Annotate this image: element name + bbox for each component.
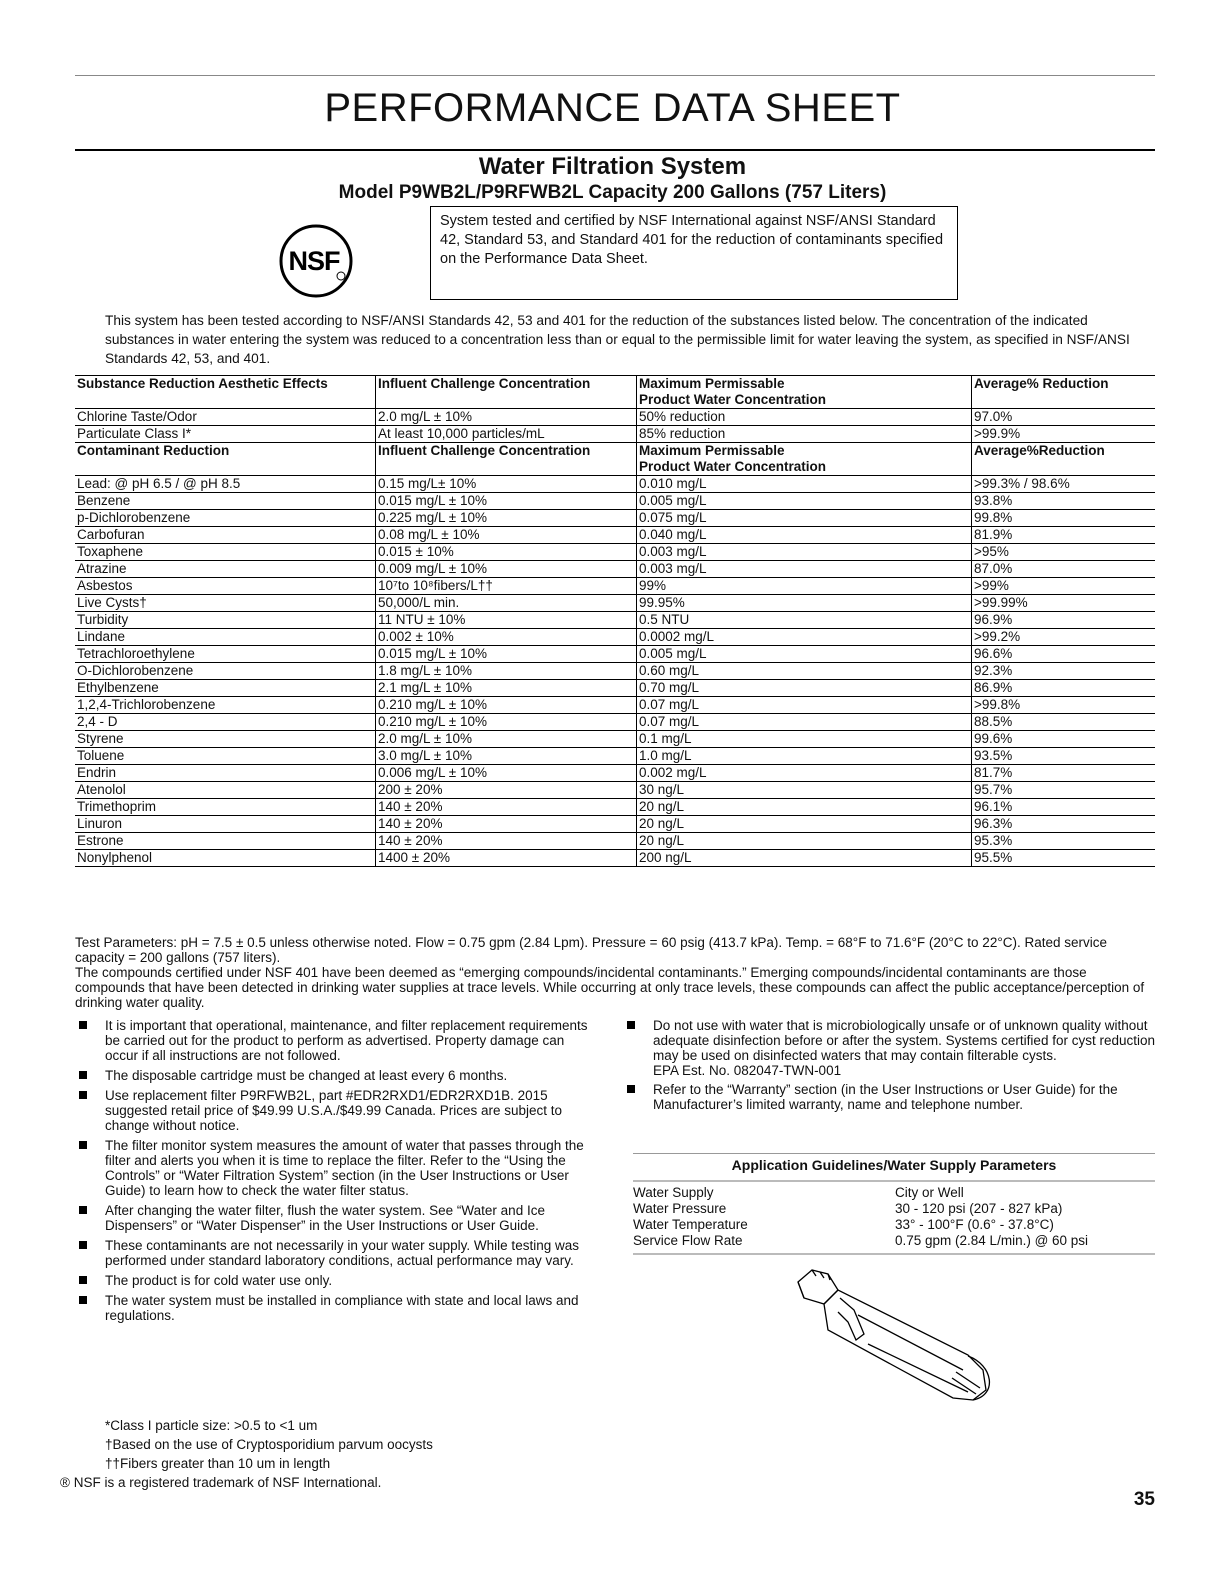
table-cell: 50,000/L min.	[376, 595, 637, 612]
app-row	[633, 1201, 1155, 1217]
subtitle: Water Filtration System	[478, 153, 747, 180]
table-header-row	[75, 443, 1155, 476]
bullet-text: Do not use with water that is microbiologically unsafe or of unknown quality without adequate disinfection before or after the system. Systems certified for cyst reduction may be used on disinfected waters that may contain filterable cysts.	[653, 1018, 1155, 1063]
table-row	[75, 409, 1155, 426]
bullet-text: It is important that operational, maintenance, and filter replacement requirements be carried out for the product to perform as advertised. Property damage can occur if all instructions are not followed.	[105, 1018, 588, 1063]
table-cell: Particulate Class I*	[75, 426, 376, 443]
bullet-text: The filter monitor system measures the amount of water that passes through the filter and alerts you when it is time to replace the filter. Refer to the “Using the Controls” or “Water Filtration System” section (in the User Instructions or User Guide) to learn how to check the water filter status.	[105, 1138, 584, 1198]
bullet-item	[75, 1293, 595, 1323]
footnote: *Class I particle size: >0.5 to <1 um	[105, 1418, 318, 1433]
table-row	[75, 493, 1155, 510]
table-cell: Styrene	[75, 731, 376, 748]
table-cell: 20 ng/L	[637, 799, 972, 816]
table-cell: 96.1%	[972, 799, 1156, 816]
svg-text:NSF: NSF	[288, 246, 340, 276]
table-cell: Toxaphene	[75, 544, 376, 561]
test-parameters	[75, 935, 1155, 1010]
table-cell: 0.07 mg/L	[637, 714, 972, 731]
table-cell: 3.0 mg/L ± 10%	[376, 748, 637, 765]
bullet-icon	[79, 1206, 87, 1214]
page-number: 35	[1133, 1489, 1155, 1510]
table-cell: p-Dichlorobenzene	[75, 510, 376, 527]
table-cell: Tetrachloroethylene	[75, 646, 376, 663]
table-cell: Toluene	[75, 748, 376, 765]
table-cell: Endrin	[75, 765, 376, 782]
bullet-icon	[627, 1021, 635, 1029]
table-row	[75, 680, 1155, 697]
app-guidelines-table	[633, 1185, 1155, 1249]
table-row	[75, 578, 1155, 595]
table-cell: 140 ± 20%	[376, 816, 637, 833]
table-cell: 86.9%	[972, 680, 1156, 697]
table-cell: 0.5 NTU	[637, 612, 972, 629]
table-cell: 0.210 mg/L ± 10%	[376, 697, 637, 714]
app-row	[633, 1217, 1155, 1233]
table-cell: 88.5%	[972, 714, 1156, 731]
bullets-right	[623, 1018, 1155, 1117]
bullet-text: Refer to the “Warranty” section (in the User Instructions or User Guide) for the Manufacturer’s limited warranty, name and telephone number.	[653, 1082, 1118, 1112]
bullet-item	[75, 1203, 595, 1233]
app-param-label: Water Pressure	[633, 1201, 727, 1216]
table-cell: Chlorine Taste/Odor	[75, 409, 376, 426]
app-row	[633, 1233, 1155, 1249]
table-cell: 99.95%	[637, 595, 972, 612]
model-line: Model P9WB2L/P9RFWB2L Capacity 200 Gallons (757 Liters)	[338, 182, 887, 203]
table-cell: 93.8%	[972, 493, 1156, 510]
bullet-item	[623, 1082, 1155, 1112]
table-cell: 140 ± 20%	[376, 799, 637, 816]
table-cell: 0.040 mg/L	[637, 527, 972, 544]
table-cell: 0.002 mg/L	[637, 765, 972, 782]
table-cell: Asbestos	[75, 578, 376, 595]
table-row	[75, 561, 1155, 578]
table-cell: 0.010 mg/L	[637, 476, 972, 493]
table-cell: 96.9%	[972, 612, 1156, 629]
table-cell: Atrazine	[75, 561, 376, 578]
table-cell: 0.15 mg/L± 10%	[376, 476, 637, 493]
bullet-icon	[79, 1241, 87, 1249]
bullet-text: Use replacement filter P9RFWB2L, part #EDR2RXD1/EDR2RXD1B. 2015 suggested retail price of $49.99 U.S.A./$49.99 Canada. Prices are subject to change without notice.	[105, 1088, 563, 1133]
table-cell: Contaminant Reduction	[75, 443, 376, 476]
table-header-row	[75, 376, 1155, 409]
app-rule-mid	[633, 1180, 1155, 1182]
table-row	[75, 629, 1155, 646]
table-cell: 0.002 ± 10%	[376, 629, 637, 646]
table-cell: 92.3%	[972, 663, 1156, 680]
table-cell: 0.015 mg/L ± 10%	[376, 493, 637, 510]
table-cell: Trimethoprim	[75, 799, 376, 816]
app-rule-bottom	[633, 1253, 1155, 1255]
table-cell: 87.0%	[972, 561, 1156, 578]
table-row	[75, 646, 1155, 663]
app-rule-top	[633, 1153, 1155, 1154]
table-cell: Average% Reduction	[972, 376, 1156, 409]
table-cell: 0.005 mg/L	[637, 646, 972, 663]
app-param-value: 0.75 gpm (2.84 L/min.) @ 60 psi	[895, 1233, 1089, 1248]
footnotes	[60, 1416, 433, 1492]
table-cell: Influent Challenge Concentration	[376, 376, 637, 409]
table-cell: 81.9%	[972, 527, 1156, 544]
bullet-icon	[79, 1141, 87, 1149]
bullet-icon	[79, 1276, 87, 1284]
table-cell: 0.006 mg/L ± 10%	[376, 765, 637, 782]
table-row	[75, 765, 1155, 782]
table-cell: 99.6%	[972, 731, 1156, 748]
table-cell: O-Dichlorobenzene	[75, 663, 376, 680]
table-row	[75, 697, 1155, 714]
app-guidelines-title: Application Guidelines/Water Supply Parameters	[731, 1157, 1057, 1173]
table-row	[75, 850, 1155, 867]
table-row	[75, 426, 1155, 443]
performance-table	[75, 375, 1155, 867]
table-cell: At least 10,000 particles/mL	[376, 426, 637, 443]
bullet-item	[75, 1238, 595, 1268]
bullet-icon	[79, 1296, 87, 1304]
table-cell: 50% reduction	[637, 409, 972, 426]
table-cell: 0.70 mg/L	[637, 680, 972, 697]
table-cell: 20 ng/L	[637, 833, 972, 850]
table-cell: 0.07 mg/L	[637, 697, 972, 714]
table-cell: >95%	[972, 544, 1156, 561]
table-row	[75, 510, 1155, 527]
bullet-text: The disposable cartridge must be changed at least every 6 months.	[105, 1068, 508, 1083]
bullet-item	[623, 1018, 1155, 1063]
app-row	[633, 1185, 1155, 1201]
certification-box: System tested and certified by NSF International against NSF/ANSI Standard 42, Standard 53, and Standard 401 for the reduction of contaminants specified on the Performance Data Sheet.	[430, 206, 958, 300]
table-cell: 0.0002 mg/L	[637, 629, 972, 646]
footnote: †Based on the use of Cryptosporidium parvum oocysts	[105, 1437, 433, 1452]
table-cell: Ethylbenzene	[75, 680, 376, 697]
table-cell: 200 ng/L	[637, 850, 972, 867]
table-cell: 95.7%	[972, 782, 1156, 799]
table-cell: >99%	[972, 578, 1156, 595]
app-param-value: City or Well	[895, 1185, 964, 1200]
table-cell: 95.5%	[972, 850, 1156, 867]
table-row	[75, 748, 1155, 765]
table-cell: 0.003 mg/L	[637, 561, 972, 578]
bullet-item	[75, 1068, 595, 1083]
table-cell: 140 ± 20%	[376, 833, 637, 850]
app-param-label: Water Temperature	[633, 1217, 748, 1232]
bullets-left	[75, 1018, 595, 1328]
table-cell: >99.2%	[972, 629, 1156, 646]
bullet-text: The product is for cold water use only.	[105, 1273, 333, 1288]
table-cell: 0.015 mg/L ± 10%	[376, 646, 637, 663]
table-cell: Nonylphenol	[75, 850, 376, 867]
table-row	[75, 663, 1155, 680]
table-cell: Carbofuran	[75, 527, 376, 544]
table-cell: Average%Reduction	[972, 443, 1156, 476]
table-cell: 0.003 mg/L	[637, 544, 972, 561]
table-cell: 200 ± 20%	[376, 782, 637, 799]
bullet-text: After changing the water filter, flush the water system. See “Water and Ice Dispensers” or “Water Dispenser” in the User Instructions or User Guide.	[105, 1203, 545, 1233]
table-cell: 1,2,4-Trichlorobenzene	[75, 697, 376, 714]
bullet-item	[75, 1273, 595, 1288]
test-params-text: Test Parameters: pH = 7.5 ± 0.5 unless otherwise noted. Flow = 0.75 gpm (2.84 Lpm). Pressure = 60 psig (413.7 kPa). Temp. = 68°F to 71.6°F (20°C to 22°C). Rated service capacity = 200 gallons (757 liters).	[75, 935, 1108, 965]
bullet-icon	[79, 1091, 87, 1099]
footnote: ††Fibers greater than 10 um in length	[105, 1456, 331, 1471]
table-row	[75, 799, 1155, 816]
table-cell: 1.0 mg/L	[637, 748, 972, 765]
table-row	[75, 527, 1155, 544]
table-cell: 81.7%	[972, 765, 1156, 782]
table-cell: Lead: @ pH 6.5 / @ pH 8.5	[75, 476, 376, 493]
table-cell: Benzene	[75, 493, 376, 510]
table-cell: 0.1 mg/L	[637, 731, 972, 748]
title-rule	[75, 149, 1155, 151]
app-param-label: Water Supply	[633, 1185, 714, 1200]
bullet-item	[75, 1138, 595, 1198]
table-cell: Influent Challenge Concentration	[376, 443, 637, 476]
table-cell: Maximum Permissable Product Water Concentration	[637, 443, 972, 476]
table-cell: 0.075 mg/L	[637, 510, 972, 527]
table-cell: 30 ng/L	[637, 782, 972, 799]
table-cell: 93.5%	[972, 748, 1156, 765]
bullet-icon	[627, 1085, 635, 1093]
table-cell: 0.005 mg/L	[637, 493, 972, 510]
table-cell: 1.8 mg/L ± 10%	[376, 663, 637, 680]
bullet-text: The water system must be installed in compliance with state and local laws and regulations.	[105, 1293, 579, 1323]
table-cell: 0.08 mg/L ± 10%	[376, 527, 637, 544]
table-cell: 0.60 mg/L	[637, 663, 972, 680]
app-param-value: 30 - 120 psi (207 - 827 kPa)	[895, 1201, 1063, 1216]
table-cell: 85% reduction	[637, 426, 972, 443]
table-row	[75, 595, 1155, 612]
table-cell: >99.8%	[972, 697, 1156, 714]
table-cell: 96.6%	[972, 646, 1156, 663]
table-cell: Linuron	[75, 816, 376, 833]
bullet-icon	[79, 1071, 87, 1079]
table-cell: 0.225 mg/L ± 10%	[376, 510, 637, 527]
table-row	[75, 782, 1155, 799]
table-cell: Maximum Permissable Product Water Concentration	[637, 376, 972, 409]
page-title: PERFORMANCE DATA SHEET	[324, 86, 901, 130]
table-cell: 0.210 mg/L ± 10%	[376, 714, 637, 731]
nsf-logo-icon	[278, 223, 354, 299]
trademark-note: ® NSF is a registered trademark of NSF International.	[60, 1475, 382, 1490]
table-cell: 95.3%	[972, 833, 1156, 850]
table-row	[75, 476, 1155, 493]
table-cell: 97.0%	[972, 409, 1156, 426]
table-cell: 20 ng/L	[637, 816, 972, 833]
bullet-icon	[79, 1021, 87, 1029]
table-row	[75, 612, 1155, 629]
table-cell: Atenolol	[75, 782, 376, 799]
table-cell: 0.015 ± 10%	[376, 544, 637, 561]
bullet-item	[75, 1018, 595, 1063]
nsf401-note: The compounds certified under NSF 401 have been deemed as “emerging compounds/incidental contaminants.” Emerging compounds/incidental contaminants are those compounds that have been detected in drinking water supplies at trace levels. While occurring at only trace levels, these compounds can affect the public acceptance/perception of drinking water quality.	[75, 965, 1145, 1010]
table-cell: Estrone	[75, 833, 376, 850]
table-cell: Live Cysts†	[75, 595, 376, 612]
table-cell: 2.0 mg/L ± 10%	[376, 731, 637, 748]
app-param-label: Service Flow Rate	[633, 1233, 743, 1248]
table-cell: 2,4 - D	[75, 714, 376, 731]
table-cell: >99.9%	[972, 426, 1156, 443]
table-cell: 11 NTU ± 10%	[376, 612, 637, 629]
table-row	[75, 544, 1155, 561]
table-cell: 96.3%	[972, 816, 1156, 833]
table-cell: 99%	[637, 578, 972, 595]
table-cell: Turbidity	[75, 612, 376, 629]
table-cell: Substance Reduction Aesthetic Effects	[75, 376, 376, 409]
table-row	[75, 833, 1155, 850]
top-rule	[75, 75, 1155, 76]
table-cell: 2.1 mg/L ± 10%	[376, 680, 637, 697]
epa-number: EPA Est. No. 082047-TWN-001	[653, 1063, 842, 1078]
table-cell: Lindane	[75, 629, 376, 646]
table-cell: 10⁷to 10⁸fibers/L††	[376, 578, 637, 595]
table-cell: 99.8%	[972, 510, 1156, 527]
table-row	[75, 731, 1155, 748]
intro-paragraph: This system has been tested according to NSF/ANSI Standards 42, 53 and 401 for the reduction of the substances listed below. The concentration of the indicated substances in water entering the system was reduced to a concentration less than or equal to the permissible limit for water leaving the system, as specified in NSF/ANSI Standards 42, 53, and 401.	[105, 313, 1130, 366]
table-cell: >99.99%	[972, 595, 1156, 612]
table-row	[75, 816, 1155, 833]
table-row	[75, 714, 1155, 731]
table-cell: 2.0 mg/L ± 10%	[376, 409, 637, 426]
bullet-text: These contaminants are not necessarily in your water supply. While testing was performed under standard laboratory conditions, actual performance may vary.	[105, 1238, 579, 1268]
table-cell: 1400 ± 20%	[376, 850, 637, 867]
bullet-item	[75, 1088, 595, 1133]
water-filter-cartridge-icon	[768, 1260, 1018, 1410]
table-cell: 0.009 mg/L ± 10%	[376, 561, 637, 578]
table-cell: >99.3% / 98.6%	[972, 476, 1156, 493]
app-param-value: 33° - 100°F (0.6° - 37.8°C)	[895, 1217, 1054, 1232]
